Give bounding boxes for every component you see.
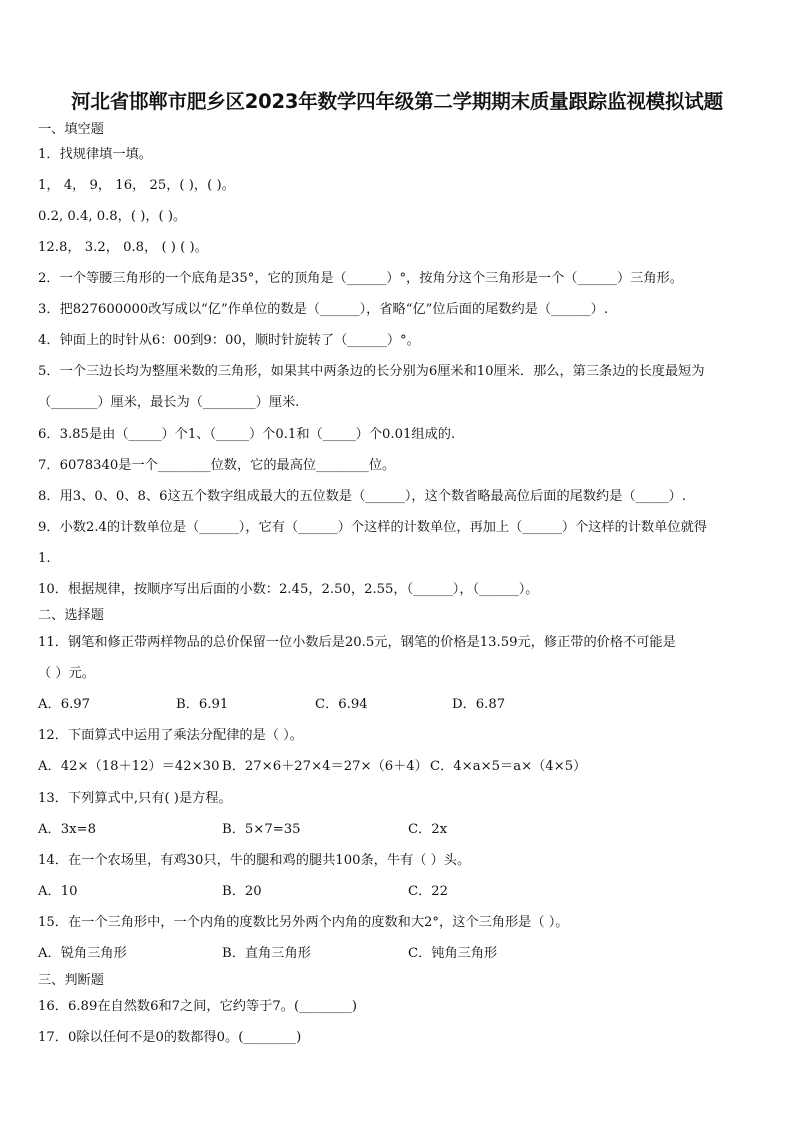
q15-option-b: B．直角三角形 xyxy=(222,946,311,961)
q11-line1: 11．钢笔和修正带两样物品的总价保留一位小数后是20.5元，钢笔的价格是13.59元，修正带的价格不可能是 xyxy=(38,635,676,650)
q1-row3: 12.8， 3.2， 0.8， ( ) ( )。 xyxy=(38,240,208,255)
q13-option-a: A．3x=8 xyxy=(38,822,96,837)
q11-option-d: D．6.87 xyxy=(452,697,506,712)
q12-stem: 12．下面算式中运用了乘法分配律的是（ ）。 xyxy=(38,728,303,743)
q1-stem: 1．找规律填一填。 xyxy=(38,147,152,162)
page-title: 河北省邯郸市肥乡区2023年数学四年级第二学期期末质量跟踪监视模拟试题 xyxy=(71,90,723,113)
q8-text: 8．用3、0、0、8、6这五个数字组成最大的五位数是（______），这个数省略最高位后面的尾数约是（_____）. xyxy=(38,489,686,504)
q14-stem: 14．在一个农场里，有鸡30只，牛的腿和鸡的腿共100条，牛有（ ）头。 xyxy=(38,853,471,868)
q9-line2: 1. xyxy=(38,551,51,566)
q14-option-c: C．22 xyxy=(408,884,449,899)
section-judge-heading: 三、判断题 xyxy=(38,973,104,988)
q14-option-a: A．10 xyxy=(38,884,78,899)
q11-option-b: B．6.91 xyxy=(176,697,229,712)
q1-row1: 1， 4， 9， 16， 25，( )，( )。 xyxy=(38,178,235,193)
q13-stem: 13．下列算式中,只有( )是方程。 xyxy=(38,791,232,806)
q17-text: 17．0除以任何不是0的数都得0。(________) xyxy=(38,1030,302,1045)
q7-text: 7．6078340是一个________位数，它的最高位________位。 xyxy=(38,458,396,473)
q2-text: 2．一个等腰三角形的一个底角是35°，它的顶角是（______）°，按角分这个三角形是一个（______）三角形。 xyxy=(38,271,683,286)
q15-option-a: A．锐角三角形 xyxy=(38,946,127,961)
q15-stem: 15．在一个三角形中，一个内角的度数比另外两个内角的度数和大2°，这个三角形是（ ）。 xyxy=(38,915,569,930)
q3-text: 3．把827600000改写成以“亿”作单位的数是（______），省略“亿”位后面的尾数约是（______）. xyxy=(38,302,609,317)
q10-text: 10．根据规律，按顺序写出后面的小数：2.45，2.50，2.55，（______），（______）。 xyxy=(38,582,539,597)
q12-option-c: C．4×a×5＝a×（4×5） xyxy=(430,759,587,774)
q16-text: 16．6.89在自然数6和7之间，它约等于7。(________) xyxy=(38,999,357,1014)
q1-row2: 0.2, 0.4, 0.8，( )，( )。 xyxy=(38,209,187,224)
q15-option-c: C．钝角三角形 xyxy=(408,946,498,961)
q11-line2: （ ）元。 xyxy=(38,666,95,681)
q13-option-b: B．5×7=35 xyxy=(222,822,301,837)
q9-line1: 9．小数2.4的计数单位是（______），它有（______）个这样的计数单位，再加上（______）个这样的计数单位就得 xyxy=(38,520,707,535)
q11-option-c: C．6.94 xyxy=(315,697,368,712)
q5-line1: 5．一个三边长均为整厘米数的三角形，如果其中两条边的长分别为6厘米和10厘米．那么，第三条边的长度最短为 xyxy=(38,364,705,379)
q13-option-c: C．2x xyxy=(408,822,448,837)
section-choice-heading: 二、选择题 xyxy=(38,608,104,623)
q5-line2: （_______）厘米，最长为（________）厘米. xyxy=(38,395,300,410)
q6-text: 6．3.85是由（_____）个1、（_____）个0.1和（_____）个0.01组成的. xyxy=(38,427,456,442)
q4-text: 4．钟面上的时针从6：00到9：00，顺时针旋转了（______）°。 xyxy=(38,333,420,348)
q11-option-a: A．6.97 xyxy=(38,697,91,712)
q12-option-b: B．27×6＋27×4＝27×（6＋4） xyxy=(222,759,428,774)
q14-option-b: B．20 xyxy=(222,884,262,899)
section-fill-heading: 一、填空题 xyxy=(38,122,104,137)
q12-option-a: A．42×（18＋12）＝42×30 xyxy=(38,759,220,774)
